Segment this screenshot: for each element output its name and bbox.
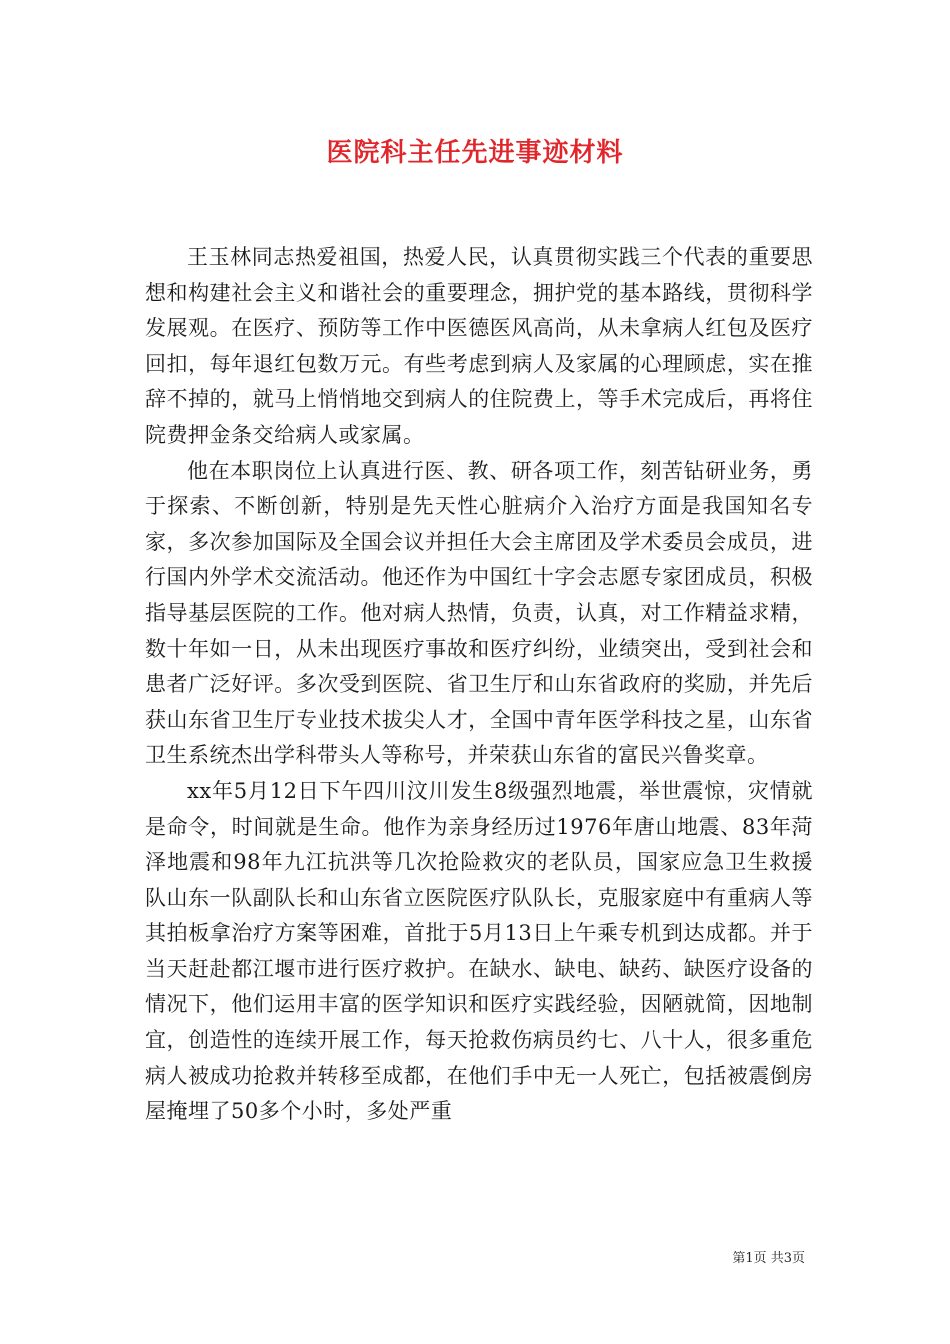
page-number-footer: 第1页 共3页: [732, 1251, 805, 1266]
paragraph-2: 他在本职岗位上认真进行医、教、研各项工作，刻苦钻研业务，勇于探索、不断创新，特别是先天性心脏病介入治疗方面是我国知名专家，多次参加国际及全国会议并担任大会主席团及学术委员会成员，进行国内外学术交流活动。他还作为中国红十字会志愿专家团成员，积极指导基层医院的工作。他对病人热情，负责，认真，对工作精益求精，数十年如一日，从未出现医疗事故和医疗纠纷，业绩突出，受到社会和患者广泛好评。多次受到医院、省卫生厅和山东省政府的奖励，并先后获山东省卫生厅专业技术拔尖人才，全国中青年医学科技之星，山东省卫生系统杰出学科带头人等称号，并荣获山东省的富民兴鲁奖章。: [145, 458, 813, 768]
paragraph-1: 王玉林同志热爱祖国，热爱人民，认真贯彻实践三个代表的重要思想和构建社会主义和谐社会的重要理念，拥护党的基本路线，贯彻科学发展观。在医疗、预防等工作中医德医风高尚，从未拿病人红包及医疗回扣，每年退红包数万元。有些考虑到病人及家属的心理顾虑，实在推辞不掉的，就马上悄悄地交到病人的住院费上，等手术完成后，再将住院费押金条交给病人或家属。: [145, 245, 813, 447]
document-body: [145, 240, 813, 1130]
paragraph-3: xx年5月12日下午四川汶川发生8级强烈地震，举世震惊，灾情就是命令，时间就是生命。他作为亲身经历过1976年唐山地震、83年菏泽地震和98年九江抗洪等几次抢险救灾的老队员，国家应急卫生救援队山东一队副队长和山东省立医院医疗队队长，克服家庭中有重病人等其拍板拿治疗方案等困难，首批于5月13日上午乘专机到达成都。并于当天赶赴都江堰市进行医疗救护。在缺水、缺电、缺药、缺医疗设备的情况下，他们运用丰富的医学知识和医疗实践经验，因陋就简，因地制宜，创造性的连续开展工作，每天抢救伤病员约七、八十人，很多重危病人被成功抢救并转移至成都，在他们手中无一人死亡，包括被震倒房屋掩埋了50多个小时，多处严重: [145, 778, 813, 1124]
page-title: 医院科主任先进事迹材料: [326, 138, 624, 168]
